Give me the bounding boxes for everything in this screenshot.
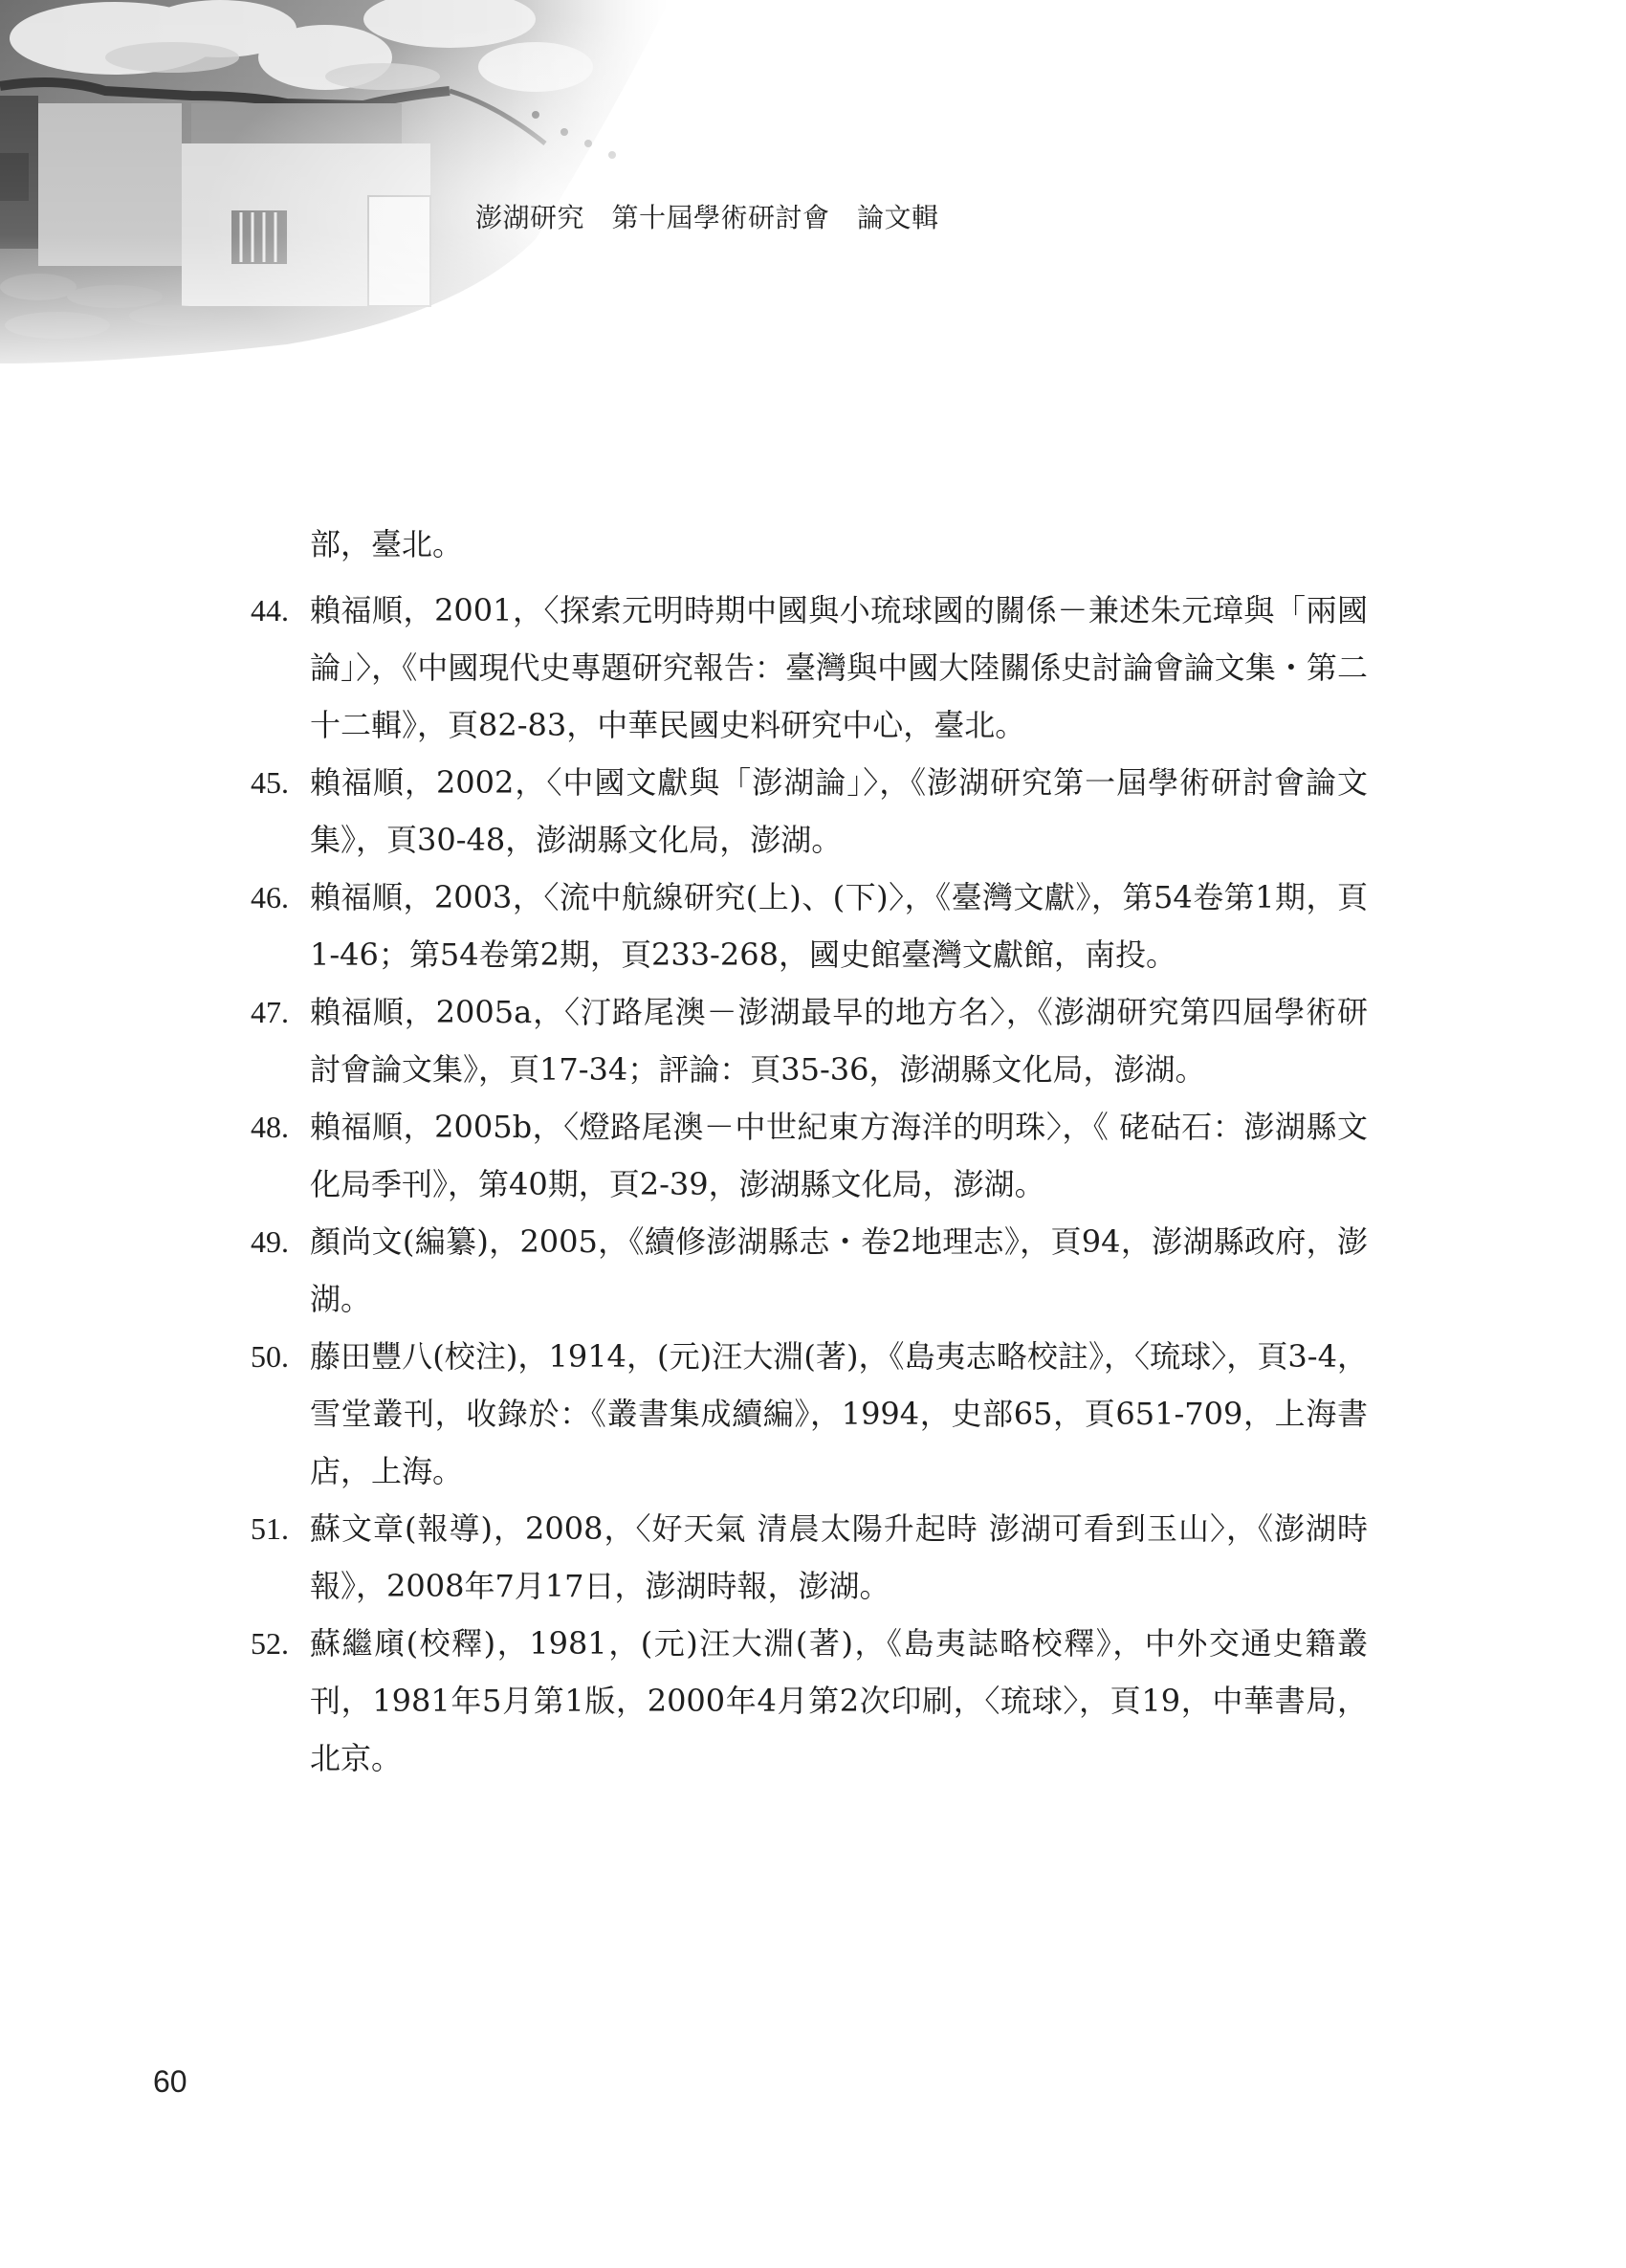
reference-text: 蘇文章(報導)，2008，〈好天氣 清晨太陽升起時 澎湖可看到玉山〉，《澎湖時報》，2008年7月17日，澎湖時報，澎湖。 bbox=[310, 1510, 1368, 1604]
reference-text: 賴福順，2002，〈中國文獻與「澎湖論」〉，《澎湖研究第一屆學術研討會論文集》，頁30-48，澎湖縣文化局，澎湖。 bbox=[310, 764, 1368, 858]
reference-item bbox=[251, 983, 1368, 1098]
reference-number: 44. bbox=[251, 593, 289, 628]
reference-text: 蘇繼廎(校釋)，1981，(元)汪大淵(著)，《島夷誌略校釋》，中外交通史籍叢刊，1981年5月第1版，2000年4月第2次印刷，〈琉球〉，頁19，中華書局，北京。 bbox=[310, 1625, 1368, 1776]
reference-item bbox=[251, 754, 1368, 869]
reference-item bbox=[251, 1328, 1368, 1500]
reference-number: 51. bbox=[251, 1511, 289, 1546]
reference-number: 52. bbox=[251, 1626, 289, 1661]
reference-number: 45. bbox=[251, 765, 289, 800]
reference-item bbox=[251, 869, 1368, 983]
reference-text: 賴福順，2005a，〈汀路尾澳－澎湖最早的地方名〉，《澎湖研究第四屆學術研討會論文集》，頁17-34；評論：頁35-36，澎湖縣文化局，澎湖。 bbox=[310, 994, 1368, 1088]
reference-number: 50. bbox=[251, 1339, 289, 1374]
reference-number: 49. bbox=[251, 1224, 289, 1259]
reference-number: 46. bbox=[251, 880, 289, 914]
reference-text: 賴福順，2003，〈流中航線研究(上)、(下)〉，《臺灣文獻》，第54卷第1期，頁1-46；第54卷第2期，頁233-268，國史館臺灣文獻館，南投。 bbox=[310, 879, 1368, 973]
reference-text: 顏尚文(編纂)，2005，《續修澎湖縣志・卷2地理志》，頁94，澎湖縣政府，澎湖。 bbox=[310, 1223, 1368, 1317]
page-number: 60 bbox=[153, 2064, 187, 2099]
reference-item bbox=[251, 1500, 1368, 1615]
header-illustration bbox=[0, 0, 727, 392]
reference-continuation: 部，臺北。 bbox=[310, 526, 464, 562]
reference-list bbox=[251, 582, 1368, 1787]
reference-item bbox=[251, 1615, 1368, 1787]
reference-number: 48. bbox=[251, 1110, 289, 1144]
reference-text: 賴福順，2001，〈探索元明時期中國與小琉球國的關係－兼述朱元璋與「兩國論」〉，《中國現代史專題研究報告：臺灣與中國大陸關係史討論會論文集・第二十二輯》，頁82-83，中華民國史料研究中心，臺北。 bbox=[310, 592, 1368, 743]
reference-number: 47. bbox=[251, 995, 289, 1029]
reference-text: 賴福順，2005b，〈燈路尾澳－中世紀東方海洋的明珠〉，《 硓𥑮石：澎湖縣文化局季刊》，第40期，頁2-39，澎湖縣文化局，澎湖。 bbox=[310, 1109, 1368, 1202]
running-head: 澎湖研究 第十屆學術研討會 論文輯 bbox=[475, 202, 939, 233]
reference-text: 藤田豐八(校注)，1914，(元)汪大淵(著)，《島夷志略校註》，〈琉球〉，頁3-4，雪堂叢刊，收錄於：《叢書集成續編》，1994，史部65，頁651-709，上海書店，上海。 bbox=[310, 1338, 1368, 1489]
reference-item bbox=[251, 1098, 1368, 1213]
reference-item bbox=[251, 582, 1368, 754]
reference-item bbox=[251, 1213, 1368, 1328]
